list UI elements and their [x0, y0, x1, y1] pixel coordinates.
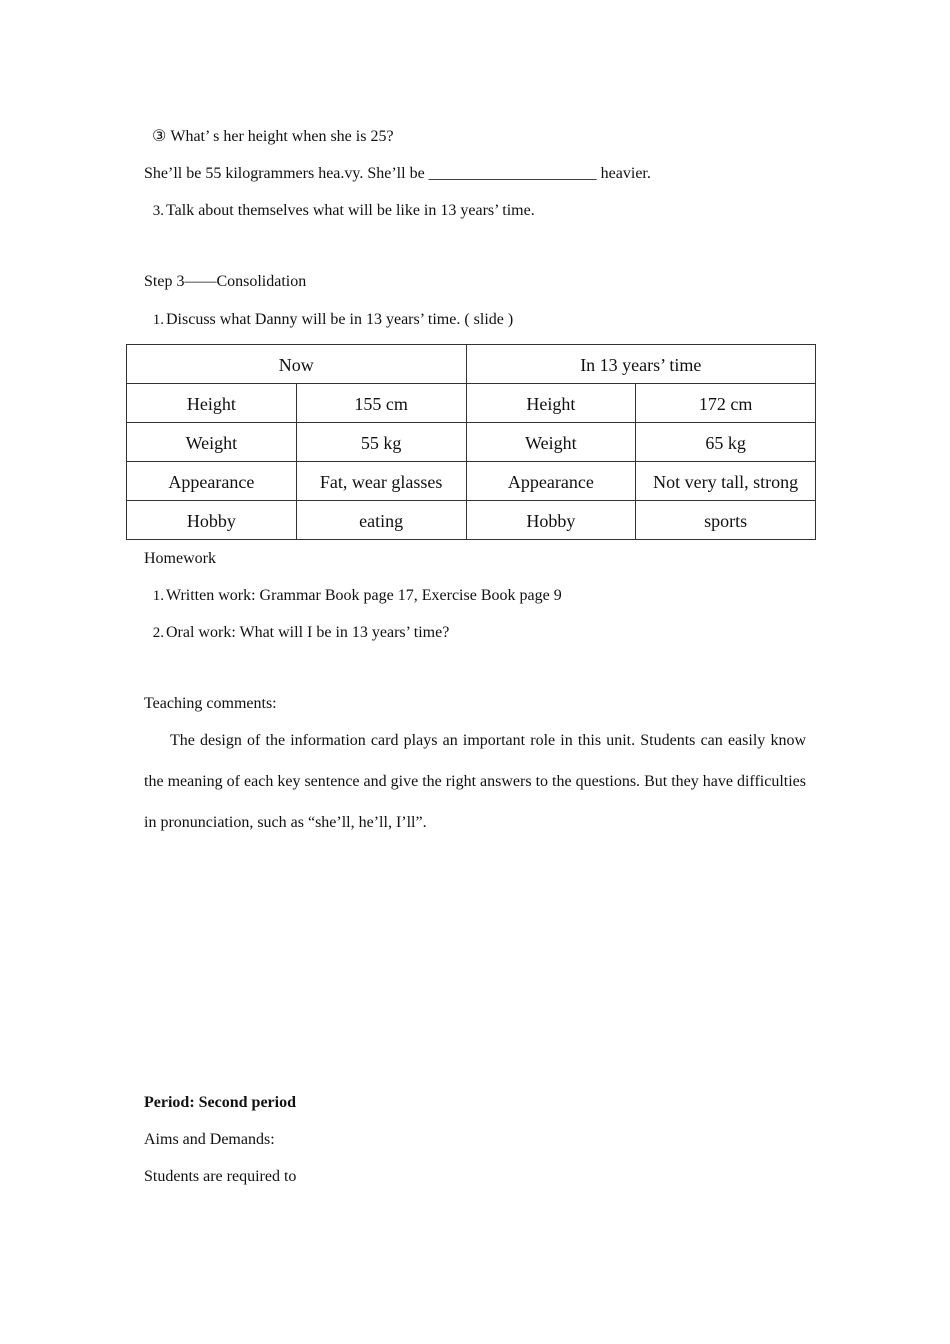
required-line: Students are required to — [144, 1168, 297, 1185]
step3-heading: Step 3——Consolidation — [144, 273, 307, 290]
homework-item-1-number: 1. — [152, 588, 164, 604]
list-item-3 — [144, 201, 535, 221]
homework-heading: Homework — [144, 550, 216, 567]
header-future: In 13 years’ time — [466, 345, 816, 384]
step3-item-1-text: Discuss what Danny will be in 13 years’ time. ( slide ) — [166, 311, 514, 328]
table-cell: Not very tall, strong — [636, 462, 816, 501]
question-3-text: What’ s her height when she is 25? — [170, 128, 394, 145]
homework-item-2-text: Oral work: What will I be in 13 years’ time? — [166, 624, 450, 641]
list-item-3-text: Talk about themselves what will be like in 13 years’ time. — [166, 202, 535, 219]
table-row — [127, 423, 816, 462]
answer-line: She’ll be 55 kilogrammers hea.vy. She’ll be _____________________ heavier. — [144, 165, 651, 182]
aims-heading: Aims and Demands: — [144, 1131, 275, 1148]
table-cell: Appearance — [466, 462, 636, 501]
table-cell: Weight — [466, 423, 636, 462]
table-cell: Height — [466, 384, 636, 423]
table-cell: 65 kg — [636, 423, 816, 462]
table-header-row — [127, 345, 816, 384]
header-now: Now — [127, 345, 467, 384]
table-row — [127, 384, 816, 423]
table-cell: Hobby — [127, 501, 297, 540]
table-cell: Fat, wear glasses — [296, 462, 466, 501]
table-cell: 155 cm — [296, 384, 466, 423]
homework-item-2 — [144, 623, 449, 643]
step3-item-1-number: 1. — [152, 312, 164, 328]
step3-item-1 — [144, 310, 513, 330]
homework-item-1-text: Written work: Grammar Book page 17, Exercise Book page 9 — [166, 587, 562, 604]
homework-item-2-number: 2. — [152, 625, 164, 641]
comments-body: The design of the information card plays an important role in this unit. Students can easily know the meaning of each key sentence and give the right answers to the questions. But they have difficulties in pronunciation, such as “she’ll, he’ll, I’ll”. — [144, 732, 806, 831]
table-cell: Hobby — [466, 501, 636, 540]
table-cell: Weight — [127, 423, 297, 462]
table-cell: Height — [127, 384, 297, 423]
list-item-3-number: 3. — [152, 203, 164, 219]
homework-item-1 — [144, 586, 562, 606]
table-row — [127, 462, 816, 501]
table-cell: Appearance — [127, 462, 297, 501]
table-cell: eating — [296, 501, 466, 540]
question-3-marker: ③ — [152, 128, 167, 145]
table-row — [127, 501, 816, 540]
table-cell: 172 cm — [636, 384, 816, 423]
info-card-table — [126, 344, 816, 540]
table-cell: sports — [636, 501, 816, 540]
table-cell: 55 kg — [296, 423, 466, 462]
question-3 — [144, 127, 394, 147]
comments-paragraph — [144, 720, 806, 843]
period-title: Period: Second period — [144, 1094, 296, 1111]
comments-heading: Teaching comments: — [144, 695, 277, 712]
